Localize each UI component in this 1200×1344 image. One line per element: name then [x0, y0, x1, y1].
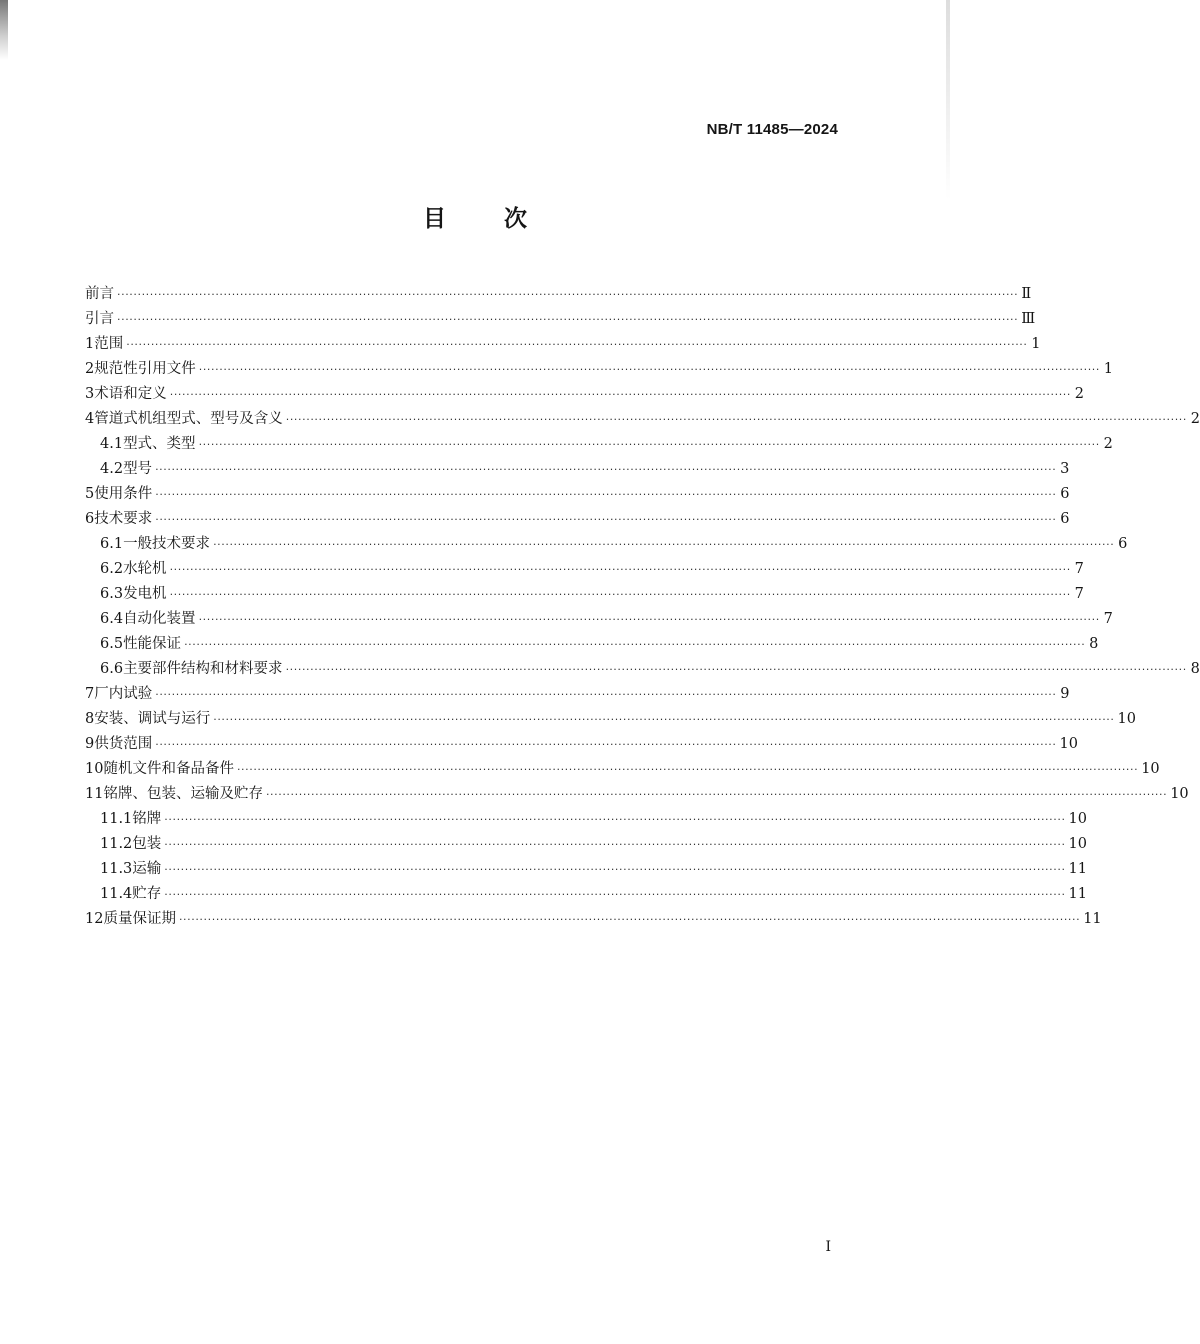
toc-entry-page: 6 [1118, 536, 1128, 552]
toc-entry-page: 1 [1031, 336, 1041, 352]
toc-entry-label: 使用条件 [94, 486, 153, 502]
toc-entry-label: 运输 [132, 861, 162, 877]
toc-entry-number: 2 [85, 361, 95, 377]
toc-entry-number: 5 [85, 486, 95, 502]
dot-leader: ···························································································································································································································· [169, 388, 1071, 401]
toc-entry-label: 型式、类型 [123, 436, 196, 452]
toc-entry[interactable] [85, 607, 1113, 632]
toc-entry-page: 11 [1068, 886, 1087, 902]
toc-entry-label: 包装 [132, 836, 162, 852]
toc-entry-label: 安装、调试与运行 [94, 711, 211, 727]
toc-entry-number: 12 [85, 911, 104, 927]
toc-entry-number: 4.2 [100, 461, 124, 477]
toc-entry-label: 一般技术要求 [123, 536, 211, 552]
toc-entry-label: 规范性引用文件 [94, 361, 196, 377]
toc-entry[interactable] [85, 282, 1032, 307]
toc-entry-label: 质量保证期 [103, 911, 176, 927]
dot-leader: ···························································································································································································································· [178, 913, 1081, 926]
toc-entry-label: 贮存 [132, 886, 162, 902]
toc-entry-label: 性能保证 [123, 636, 182, 652]
toc-entry-label: 引言 [85, 311, 114, 327]
toc-entry[interactable] [85, 307, 1036, 332]
toc-entry-number: 11.2 [100, 836, 133, 852]
toc-entry-page: 3 [1060, 461, 1070, 477]
dot-leader: ···························································································································································································································· [155, 738, 1057, 751]
toc-entry-page: 2 [1074, 386, 1084, 402]
toc-entry-number: 6.3 [100, 586, 124, 602]
toc-entry-number: 3 [85, 386, 95, 402]
dot-leader: ···························································································································································································································· [285, 413, 1187, 426]
toc-entry[interactable] [85, 807, 1087, 832]
toc-entry-page: 7 [1074, 586, 1084, 602]
toc-entry[interactable] [85, 457, 1070, 482]
dot-leader: ···························································································································································································································· [169, 588, 1071, 601]
toc-entry[interactable] [85, 407, 1200, 432]
toc-entry[interactable] [85, 532, 1128, 557]
toc-entry-number: 11.1 [100, 811, 133, 827]
toc-entry-number: 6.2 [100, 561, 124, 577]
toc-entry-page: 1 [1103, 361, 1113, 377]
toc-entry-number: 7 [85, 686, 95, 702]
toc-entry-label: 自动化装置 [123, 611, 196, 627]
toc-title-char-1: 目 [423, 206, 446, 232]
toc-entry-page: 10 [1068, 811, 1087, 827]
dot-leader: ···························································································································································································································· [184, 638, 1086, 651]
toc-entry[interactable] [85, 707, 1136, 732]
toc-entry-page: 7 [1074, 561, 1084, 577]
dot-leader: ···························································································································································································································· [155, 463, 1057, 476]
toc-entry-label: 铭牌 [132, 811, 162, 827]
toc-entry-number: 6.5 [100, 636, 124, 652]
toc-entry-page: 8 [1089, 636, 1099, 652]
toc-entry[interactable] [85, 782, 1189, 807]
toc-entry-number: 8 [85, 711, 95, 727]
dot-leader: ···························································································································································································································· [126, 338, 1028, 351]
toc-entry-page: 2 [1103, 436, 1113, 452]
dot-leader: ···························································································································································································································· [117, 288, 1019, 301]
toc-entry-page: 8 [1190, 661, 1200, 677]
toc-entry-label: 随机文件和备品备件 [103, 761, 234, 777]
toc-entry-number: 10 [85, 761, 104, 777]
toc-entry[interactable] [85, 482, 1070, 507]
toc-entry-label: 铭牌、包装、运输及贮存 [103, 786, 263, 802]
scan-edge-shadow [0, 0, 8, 60]
toc-entry-page: 6 [1060, 486, 1070, 502]
toc-entry-page: 11 [1083, 911, 1102, 927]
toc-entry-label: 型号 [123, 461, 153, 477]
toc-entry-label: 术语和定义 [94, 386, 167, 402]
dot-leader: ···························································································································································································································· [164, 838, 1066, 851]
toc-entry-label: 技术要求 [94, 511, 153, 527]
dot-leader: ···························································································································································································································· [155, 513, 1057, 526]
toc-entry-label: 发电机 [123, 586, 167, 602]
toc-entry-number: 11.3 [100, 861, 133, 877]
toc-entry-page: Ⅲ [1021, 311, 1036, 327]
dot-leader: ···························································································································································································································· [265, 788, 1168, 801]
toc-entry[interactable] [85, 732, 1078, 757]
dot-leader: ···························································································································································································································· [164, 863, 1066, 876]
table-of-contents [85, 282, 1200, 932]
toc-entry-page: 10 [1068, 836, 1087, 852]
toc-entry[interactable] [85, 682, 1070, 707]
toc-entry-label: 范围 [94, 336, 124, 352]
toc-entry-number: 6.4 [100, 611, 124, 627]
toc-entry-number: 11 [85, 786, 104, 802]
toc-entry[interactable] [85, 582, 1084, 607]
toc-entry[interactable] [85, 357, 1113, 382]
toc-entry[interactable] [85, 557, 1084, 582]
toc-entry[interactable] [85, 507, 1070, 532]
toc-entry-number: 4 [85, 411, 95, 427]
toc-entry[interactable] [85, 657, 1200, 682]
toc-entry-label: 水轮机 [123, 561, 167, 577]
scan-right-edge [946, 0, 950, 200]
toc-entry-page: 9 [1060, 686, 1070, 702]
toc-entry-number: 11.4 [100, 886, 133, 902]
toc-entry-number: 6.1 [100, 536, 124, 552]
toc-entry-label: 主要部件结构和材料要求 [123, 661, 283, 677]
toc-entry-number: 9 [85, 736, 95, 752]
dot-leader: ···························································································································································································································· [155, 488, 1057, 501]
toc-entry-number: 4.1 [100, 436, 124, 452]
toc-title-char-2: 次 [504, 206, 527, 232]
toc-entry-page: 2 [1190, 411, 1200, 427]
toc-entry[interactable] [85, 757, 1160, 782]
dot-leader: ···························································································································································································································· [213, 538, 1115, 551]
toc-entry-page: 7 [1103, 611, 1113, 627]
toc-entry-number: 1 [85, 336, 95, 352]
toc-entry[interactable] [85, 382, 1084, 407]
toc-entry[interactable] [85, 632, 1099, 657]
toc-entry[interactable] [85, 332, 1041, 357]
toc-entry-page: Ⅱ [1021, 286, 1032, 302]
toc-entry-label: 厂内试验 [94, 686, 153, 702]
dot-leader: ···························································································································································································································· [198, 363, 1100, 376]
toc-entry-page: 6 [1060, 511, 1070, 527]
toc-entry-number: 6 [85, 511, 95, 527]
toc-entry-page: 10 [1059, 736, 1078, 752]
standard-code: NB/T 11485—2024 [706, 121, 838, 138]
toc-entry[interactable] [85, 832, 1087, 857]
dot-leader: ···························································································································································································································· [198, 613, 1100, 626]
toc-entry-page: 11 [1068, 861, 1087, 877]
toc-entry-page: 10 [1117, 711, 1136, 727]
toc-title [0, 200, 950, 233]
toc-entry-label: 管道式机组型式、型号及含义 [94, 411, 283, 427]
page-number: I [825, 1239, 831, 1255]
toc-entry-page: 10 [1141, 761, 1160, 777]
toc-entry-page: 10 [1170, 786, 1189, 802]
dot-leader: ···························································································································································································································· [117, 313, 1019, 326]
toc-entry[interactable] [85, 907, 1102, 932]
toc-entry[interactable] [85, 882, 1087, 907]
toc-entry[interactable] [85, 857, 1087, 882]
toc-entry[interactable] [85, 432, 1113, 457]
dot-leader: ···························································································································································································································· [198, 438, 1100, 451]
toc-entry-label: 前言 [85, 286, 114, 302]
toc-entry-number: 6.6 [100, 661, 124, 677]
dot-leader: ···························································································································································································································· [164, 813, 1066, 826]
dot-leader: ···························································································································································································································· [285, 663, 1187, 676]
dot-leader: ···························································································································································································································· [164, 888, 1066, 901]
dot-leader: ···························································································································································································································· [155, 688, 1057, 701]
dot-leader: ···························································································································································································································· [236, 763, 1139, 776]
toc-entry-label: 供货范围 [94, 736, 153, 752]
dot-leader: ···························································································································································································································· [169, 563, 1071, 576]
dot-leader: ···························································································································································································································· [213, 713, 1115, 726]
